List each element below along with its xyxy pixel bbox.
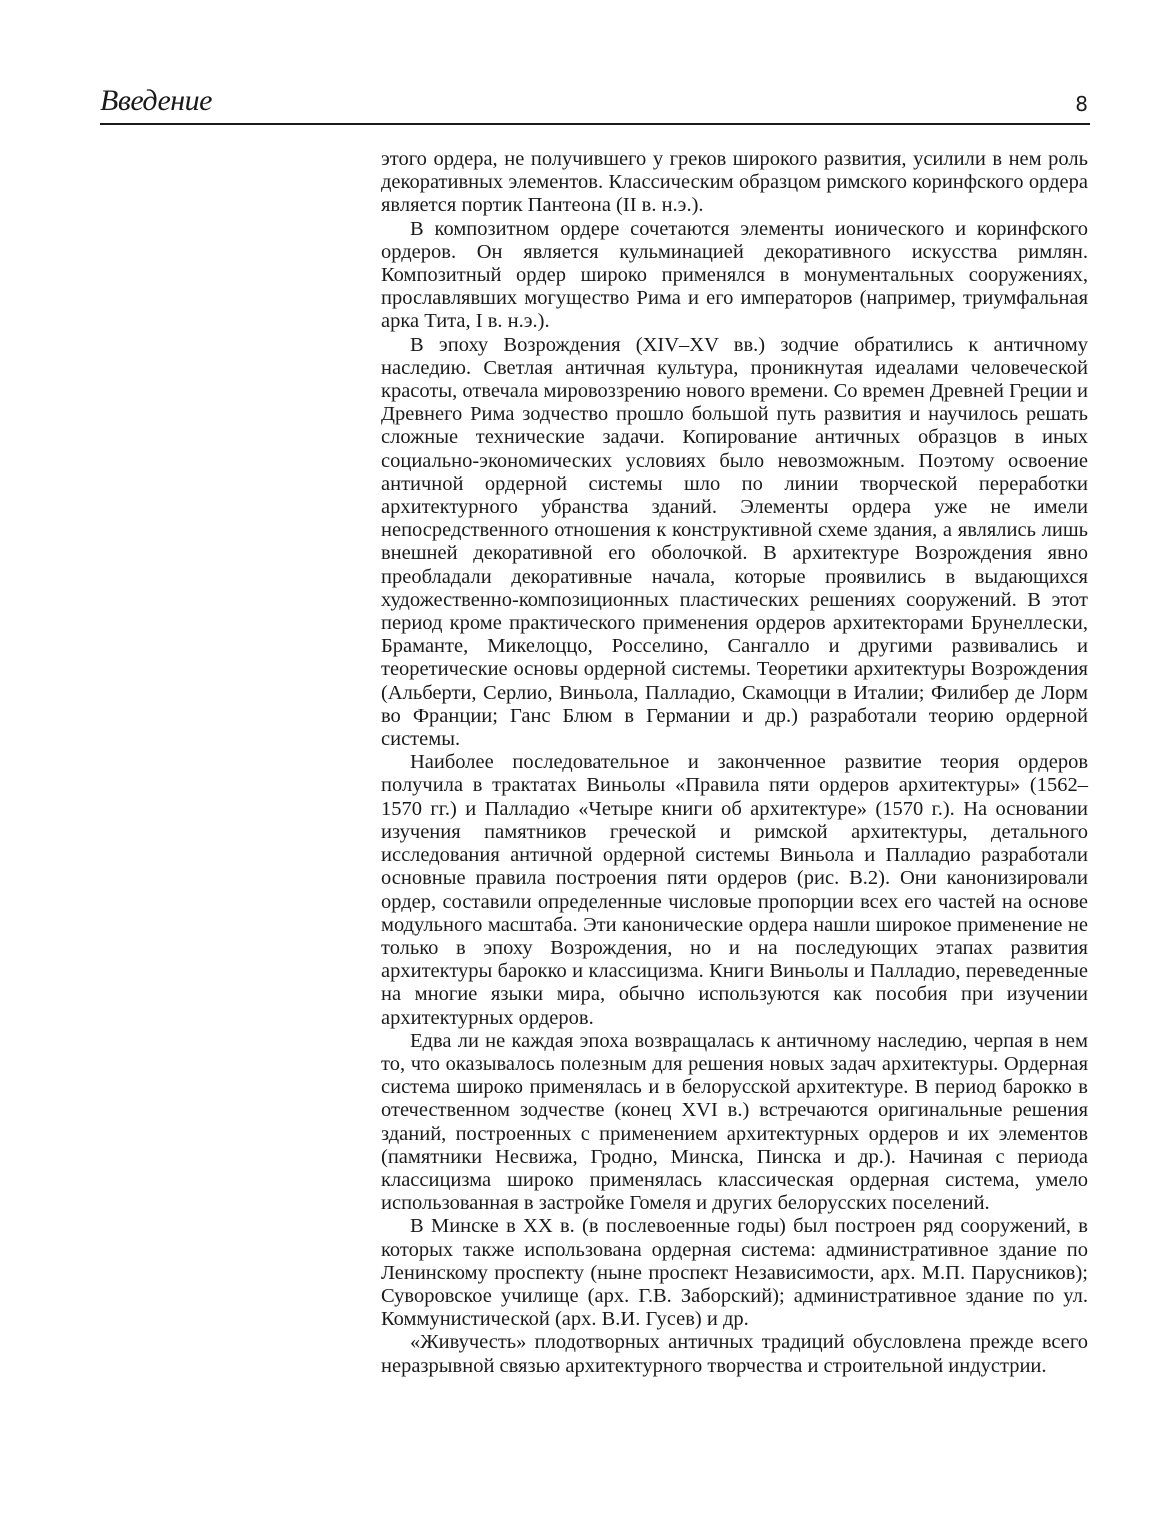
running-head: [100, 84, 1090, 122]
paragraph: Наиболее последовательное и законченное развитие теория ордеров получила в трактатах Виньолы «Правила пяти ордеров архитектуры» (1562–1570 гг.) и Палладио «Четыре книги об архитектуре» (1570 г.). На основании изучения памятников греческой и римской архитектуры, детального исследования античной ордерной системы Виньола и Палладио разработали основные правила построения пяти ордеров (рис. В.2). Они канонизировали ордер, составили определенные числовые пропорции всех его частей на основе модульного масштаба. Эти канонические ордера нашли широкое применение не только в эпоху Возрождения, но и на последующих этапах развития архитектуры барокко и классицизма. Книги Виньолы и Палладио, переведенные на многие языки мира, обычно используются как пособия при изучении архитектурных ордеров.: [381, 751, 1088, 1029]
header-rule: [100, 123, 1090, 125]
paragraph: Едва ли не каждая эпоха возвращалась к античному наследию, черпая в нем то, что оказывалось полезным для решения новых задач архитектуры. Ордерная система широко применялась и в белорусской архитектуре. В период барокко в отечественном зодчестве (конец XVI в.) встречаются оригинальные решения зданий, построенных с применением архитектурных ордеров и их элементов (памятники Несвижа, Гродно, Минска, Пинска и др.). Начиная с периода классицизма широко применялась классическая ордерная система, умело использованная в застройке Гомеля и других белорусских поселений.: [381, 1029, 1088, 1215]
paragraph: «Живучесть» плодотворных античных традиций обусловлена прежде всего неразрывной связью архитектурного творчества и строительной индустрии.: [381, 1331, 1088, 1377]
page-number: 8: [1075, 92, 1088, 116]
section-title: Введение: [100, 84, 212, 117]
paragraph: этого ордера, не получившего у греков широкого развития, усилили в нем роль декоративных элементов. Классическим образцом римского коринфского ордера является портик Пантеона (II в. н.э.).: [381, 148, 1088, 217]
body-text: [381, 148, 1088, 1378]
paragraph: В композитном ордере сочетаются элементы ионического и коринфского ордеров. Он является кульминацией декоративного искусства римлян. Композитный ордер широко применялся в монументальных сооружениях, прославлявших могущество Рима и его императоров (например, триумфальная арка Тита, I в. н.э.).: [381, 217, 1088, 333]
paragraph: В эпоху Возрождения (XIV–XV вв.) зодчие обратились к античному наследию. Светлая античная культура, проникнутая идеалами человеческой красоты, отвечала мировоззрению нового времени. Со времен Древней Греции и Древнего Рима зодчество прошло большой путь развития и научилось решать сложные технические задачи. Копирование античных образцов в иных социально-экономических условиях было невозможным. Поэтому освоение античной ордерной системы шло по линии творческой переработки архитектурного убранства зданий. Элементы ордера уже не имели непосредственного отношения к конструктивной схеме здания, а являлись лишь внешней декоративной его оболочкой. В архитектуре Возрождения явно преобладали декоративные начала, которые проявились в выдающихся художественно-композиционных пластических решениях сооружений. В этот период кроме практического применения ордеров архитекторами Брунеллески, Браманте, Микелоццо, Росселино, Сангалло и другими развивались и теоретические основы ордерной системы. Теоретики архитектуры Возрождения (Альберти, Серлио, Виньола, Палладио, Скамоцци в Италии; Филибер де Лорм во Франции; Ганс Блюм в Германии и др.) разработали теорию ордерной системы.: [381, 333, 1088, 751]
paragraph: В Минске в XX в. (в послевоенные годы) был построен ряд сооружений, в которых также использована ордерная система: административное здание по Ленинскому проспекту (ныне проспект Независимости, арх. М.П. Парусников); Суворовское училище (арх. Г.В. Заборский); административное здание по ул. Коммунистической (арх. В.И. Гусев) и др.: [381, 1215, 1088, 1331]
